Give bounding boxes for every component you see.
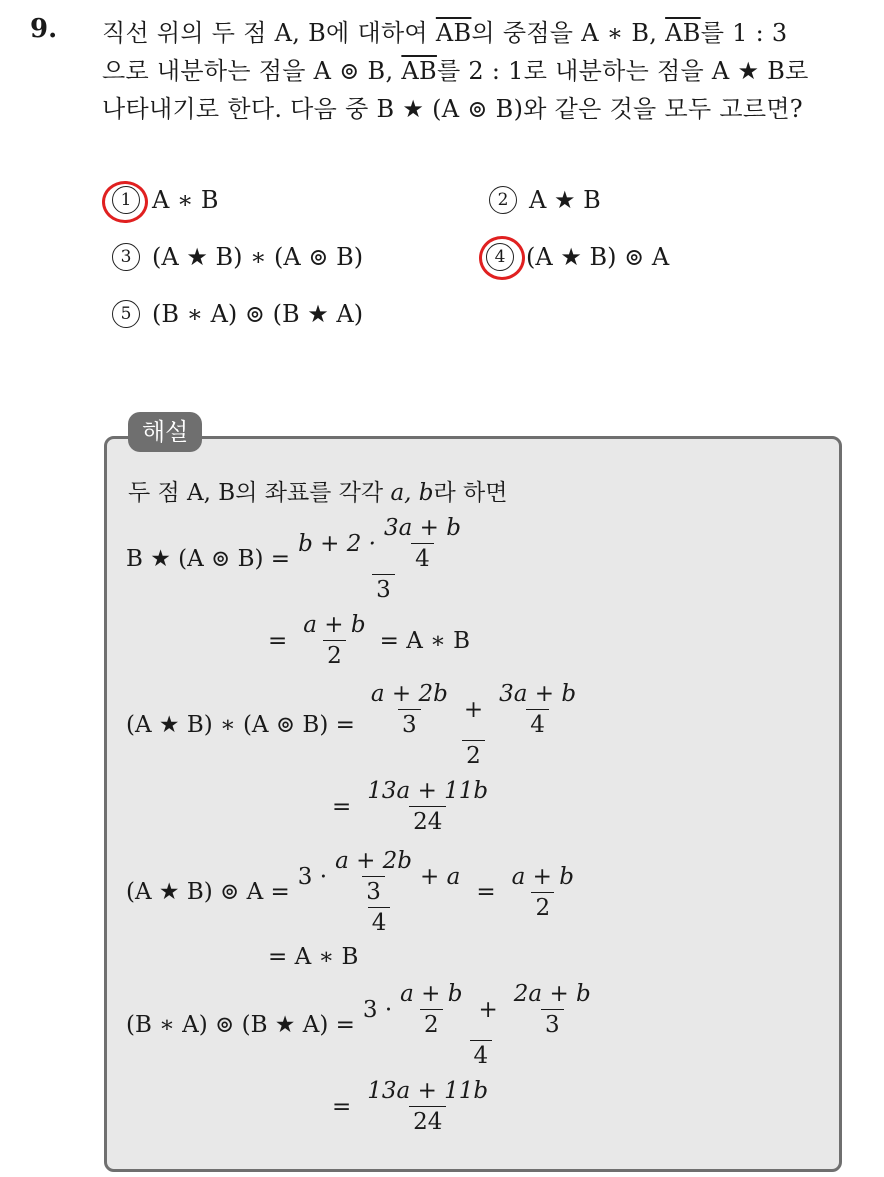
segment-ab: $\overline{AB}$ — [401, 57, 437, 85]
equation-lhs: (A ★ B) ⊚ A = — [126, 879, 290, 905]
choice-number-1: 1 — [112, 186, 140, 214]
choice-text: (B ∗ A) ⊚ (B ★ A) — [152, 300, 364, 328]
numerator: a + 2b — [335, 848, 413, 874]
numerator: a + b — [400, 981, 463, 1007]
choice-2[interactable] — [489, 186, 601, 214]
choice-number-2: 2 — [489, 186, 517, 214]
denominator: 3 — [372, 574, 395, 603]
question-line-1 — [102, 16, 788, 50]
numerator: a + b — [511, 863, 574, 890]
equals-sign: = — [332, 1093, 352, 1120]
numerator-text: b + 2 · — [298, 530, 376, 557]
numerator-text: 3 · — [297, 863, 328, 890]
solution-intro — [128, 474, 507, 507]
denominator: 3 — [398, 709, 421, 738]
fraction — [299, 612, 369, 669]
solution-tag: 해설 — [128, 412, 202, 452]
inner-fraction — [380, 515, 465, 572]
choice-number-3: 3 — [112, 243, 140, 271]
fraction — [294, 515, 473, 603]
equation-lhs: (A ★ B) ∗ (A ⊚ B) = — [126, 712, 355, 738]
question-line-3: 나타내기로 한다. 다음 중 B ★ (A ⊚ B)와 같은 것을 모두 고르면? — [102, 95, 803, 123]
inner-fraction — [331, 848, 416, 905]
denominator: 2 — [531, 892, 554, 921]
denominator: 2 — [420, 1009, 443, 1038]
intro-text: 라 하면 — [433, 480, 508, 506]
equation-rhs: = A ∗ B — [379, 627, 470, 654]
numerator: a + b — [303, 612, 366, 638]
plus-sign: + — [478, 996, 498, 1023]
numerator: 3a + b — [383, 515, 461, 541]
question-line-2 — [102, 54, 809, 88]
inner-fraction — [396, 981, 466, 1038]
choice-5[interactable] — [112, 300, 363, 328]
choice-3[interactable] — [112, 243, 363, 271]
equation-lhs: B ★ (A ⊚ B) = — [126, 546, 291, 572]
question-text: 으로 내분하는 점을 A ⊚ B, — [102, 57, 402, 85]
equation-2 — [126, 681, 592, 769]
denominator: 3 — [541, 1009, 564, 1038]
red-answer-circle — [102, 181, 148, 223]
choice-text: (A ★ B) ∗ (A ⊚ B) — [152, 243, 364, 271]
denominator: 4 — [470, 1040, 493, 1069]
red-answer-circle — [479, 236, 525, 280]
denominator: 2 — [462, 740, 485, 769]
choice-number-5: 5 — [112, 300, 140, 328]
fraction — [359, 981, 603, 1069]
numerator-text: + a — [420, 863, 461, 890]
equals-sign: = — [476, 879, 496, 905]
numerator-text: 3 · — [362, 996, 393, 1023]
equation-3 — [126, 848, 582, 936]
equation-lhs: (B ∗ A) ⊚ (B ★ A) = — [126, 1012, 355, 1038]
inner-fraction — [495, 681, 580, 738]
denominator: 4 — [368, 907, 391, 936]
question-text: 직선 위의 두 점 A, B에 대하여 — [102, 19, 436, 47]
intro-text: 두 점 A, B의 좌표를 각각 — [128, 480, 391, 506]
numerator: 2a + b — [513, 981, 591, 1007]
plus-sign: + — [463, 696, 484, 723]
numerator: 13a + 11b — [367, 1078, 489, 1104]
equals-sign: = — [268, 627, 288, 654]
denominator: 2 — [323, 640, 346, 669]
equation-4-continued — [332, 1078, 496, 1135]
fraction — [294, 848, 465, 936]
denominator: 24 — [409, 806, 446, 835]
fraction — [363, 778, 492, 835]
segment-ab: $\overline{AB}$ — [435, 19, 472, 47]
question-text: 를 2 : 1로 내분하는 점을 A ★ B로 — [436, 57, 809, 85]
question-text: 의 중점을 A ∗ B, — [471, 19, 666, 47]
choice-number-4: 4 — [486, 243, 514, 271]
denominator: 4 — [411, 543, 434, 572]
equation-3-continued: = A ∗ B — [268, 944, 359, 970]
numerator: a + 2b — [370, 681, 448, 707]
intro-vars: a, b — [390, 480, 434, 506]
question-number: 9. — [30, 14, 58, 44]
denominator: 3 — [362, 876, 385, 905]
inner-fraction — [367, 681, 452, 738]
segment-ab: $\overline{AB}$ — [665, 19, 701, 47]
equation-1 — [126, 515, 477, 603]
equation-2-continued — [332, 778, 496, 835]
equation-4 — [126, 981, 607, 1069]
equals-sign: = — [332, 793, 352, 820]
question-text: 를 1 : 3 — [700, 19, 788, 47]
choice-text: (A ★ B) ⊚ A — [526, 243, 670, 271]
equation-1-continued — [268, 612, 470, 669]
fraction — [363, 1078, 492, 1135]
denominator: 4 — [526, 709, 549, 738]
fraction — [359, 681, 588, 769]
choice-text: A ∗ B — [152, 186, 219, 214]
inner-fraction — [510, 981, 595, 1038]
numerator: 13a + 11b — [367, 778, 489, 804]
numerator: 3a + b — [499, 681, 577, 707]
denominator: 24 — [409, 1106, 446, 1135]
fraction — [508, 864, 578, 921]
choice-text: A ★ B — [529, 186, 601, 214]
